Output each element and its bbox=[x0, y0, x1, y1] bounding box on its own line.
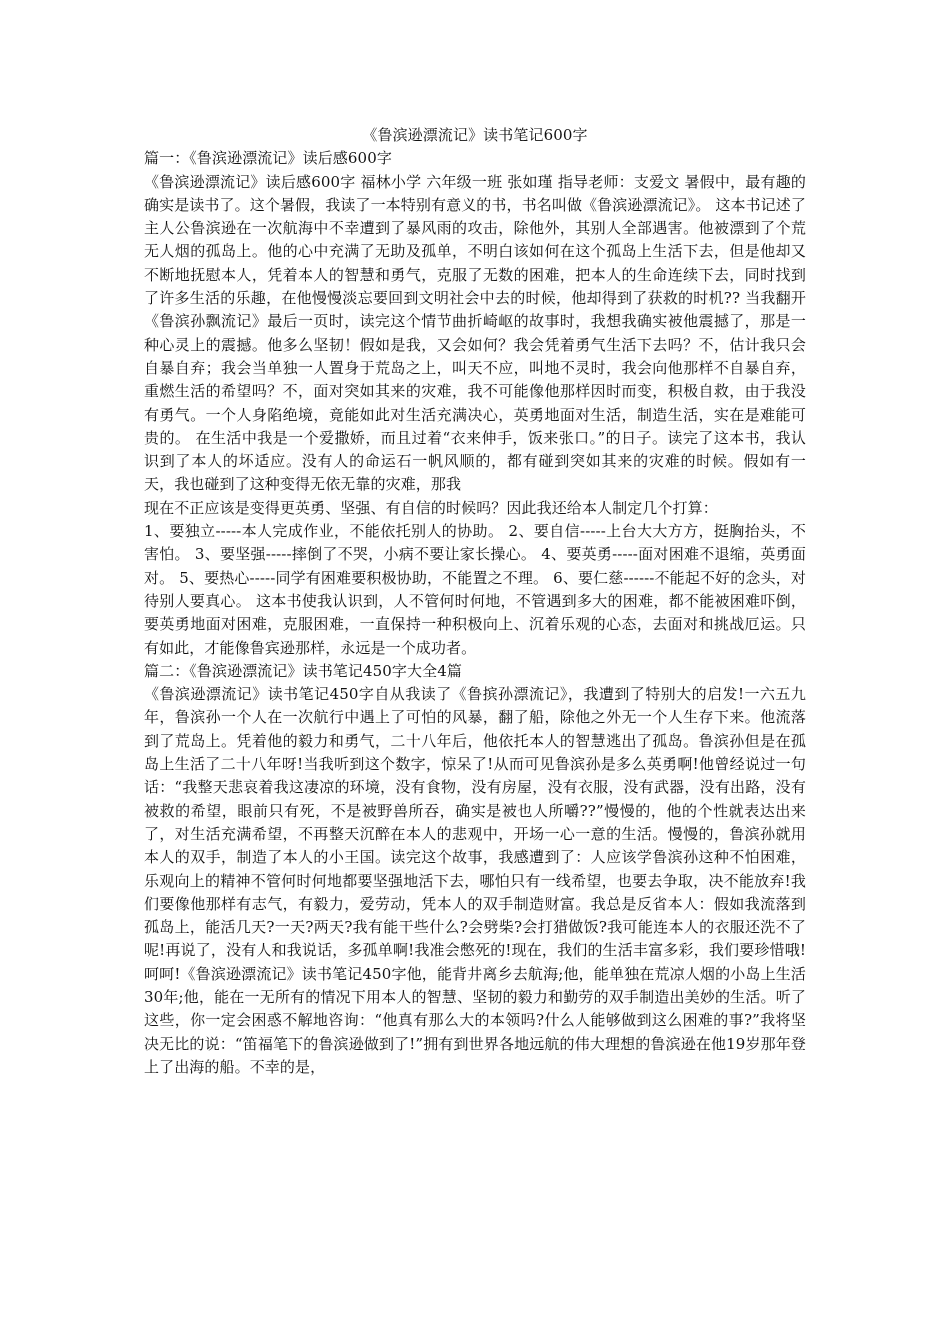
section-one-paragraph-1: 《鲁滨逊漂流记》读后感600字 福林小学 六年级一班 张如瑾 指导老师：支爱文 暑假中，最有趣的确实是读书了。这个暑假，我读了一本特别有意义的书，书名叫做《鲁滨逊漂流记》。 这本书记述了主人公鲁滨逊在一次航海中不幸遭到了暴风雨的攻击，除他外，其别人全部遇害。他被漂到了个荒无人烟的孤岛上。他的心中充满了无助及孤单，不明白该如何在这个孤岛上生活下去，但是他却又不断地抚慰本人，凭着本人的智慧和勇气，克服了无数的困难，把本人的生命连续下去，同时找到了许多生活的乐趣，在他慢慢淡忘要回到文明社会中去的时候，他却得到了获救的时机?? 当我翻开《鲁滨孙飘流记》最后一页时，读完这个情节曲折崎岖的故事时，我想我确实被他震撼了，那是一种心灵上的震撼。他多么坚韧！假如是我，又会如何？我会凭着勇气生活下去吗？不，估计我只会自暴自弃；我会当单独一人置身于荒岛之上，叫天不应，叫地不灵时，我会向他那样不自暴自弃，重燃生活的希望吗？不，面对突如其来的灾难，我不可能像他那样因时而变，积极自救，由于我没有勇气。一个人身陷绝境，竟能如此对生活充满决心，英勇地面对生活，制造生活，实在是难能可贵的。 在生活中我是一个爱撒娇，而且过着“衣来伸手，饭来张口。”的日子。读完了这本书，我认识到了本人的坏适应。没有人的命运石一帆风顺的，都有碰到突如其来的灾难的时候。假如有一天，我也碰到了这种变得无依无靠的灾难，那我 bbox=[144, 172, 806, 494]
section-two-heading: 篇二：《鲁滨逊漂流记》读书笔记450字大全4篇 bbox=[144, 661, 462, 680]
document-body bbox=[144, 124, 806, 1079]
section-one-heading: 篇一：《鲁滨逊漂流记》读后感600字 bbox=[144, 149, 392, 168]
document-title: 《鲁滨逊漂流记》读书笔记600字 bbox=[362, 126, 588, 144]
section-two-paragraph-1: 《鲁滨逊漂流记》读书笔记450字自从我读了《鲁摈孙漂流记》，我遭到了特别大的启发!一六五九年，鲁滨孙一个人在一次航行中遇上了可怕的风暴，翻了船，除他之外无一个人生存下来。他流落到了荒岛上。凭着他的毅力和勇气，二十八年后，他依托本人的智慧逃出了孤岛。鲁滨孙但是在孤岛上生活了二十八年呀!当我听到这个数字，惊呆了!从而可见鲁滨孙是多么英勇啊!他曾经说过一句话：“我整天悲哀着我这凄凉的环境，没有食物，没有房屋，没有衣服，没有武器，没有出路，没有被救的希望，眼前只有死，不是被野兽所吞，确实是被也人所嚼??”慢慢的，他的个性就表达出来了，对生活充满希望，不再整天沉醉在本人的悲观中，开场一心一意的生活。慢慢的，鲁滨孙就用本人的双手，制造了本人的小王国。读完这个故事，我感遭到了：人应该学鲁滨孙这种不怕困难，乐观向上的精神不管何时何地都要坚强地活下去，哪怕只有一线希望，也要去争取，决不能放弃!我们要像他那样有志气，有毅力，爱劳动，凭本人的双手制造财富。我总是反省本人：假如我流落到孤岛上，能活几天?一天?两天?我有能干些什么?会劈柴?会打猎做饭?我可能连本人的衣服还洗不了呢!再说了，没有人和我说话，多孤单啊!我准会憋死的!现在，我们的生活丰富多彩，我们要珍惜哦!呵呵!《鲁滨逊漂流记》读书笔记450字他，能背井离乡去航海;他，能单独在荒凉人烟的小岛上生活30年;他，能在一无所有的情况下用本人的智慧、坚韧的毅力和勤劳的双手制造出美妙的生活。听了这些，你一定会困惑不解地咨询：“他真有那么大的本领吗?什么人能够做到这么困难的事?”我将坚决无比的说：“笛福笔下的鲁滨逊做到了!”拥有到世界各地远航的伟大理想的鲁滨逊在他19岁那年登上了出海的船。不幸的是， bbox=[144, 685, 806, 1076]
section-one-paragraph-3: 1、要独立-----本人完成作业，不能依托别人的协助。 2、要自信-----上台大大方方，挺胸抬头，不害怕。 3、要坚强-----摔倒了不哭，小病不要让家长操心。 4、要英勇-----面对困难不退缩，英勇面对。 5、要热心-----同学有困难要积极协助，不能置之不理。 6、要仁慈------不能起不好的念头，对待别人要真心。 这本书使我认识到，人不管何时何地，不管遇到多大的困难，都不能被困难吓倒，要英勇地面对困难，克服困难，一直保持一种积极向上、沉着乐观的心态，去面对和挑战厄运。只有如此，才能像鲁宾逊那样，永远是一个成功者。 bbox=[144, 522, 806, 657]
section-one-paragraph-2: 现在不正应该是变得更英勇、坚强、有自信的时候吗？因此我还给本人制定几个打算： bbox=[144, 498, 718, 517]
